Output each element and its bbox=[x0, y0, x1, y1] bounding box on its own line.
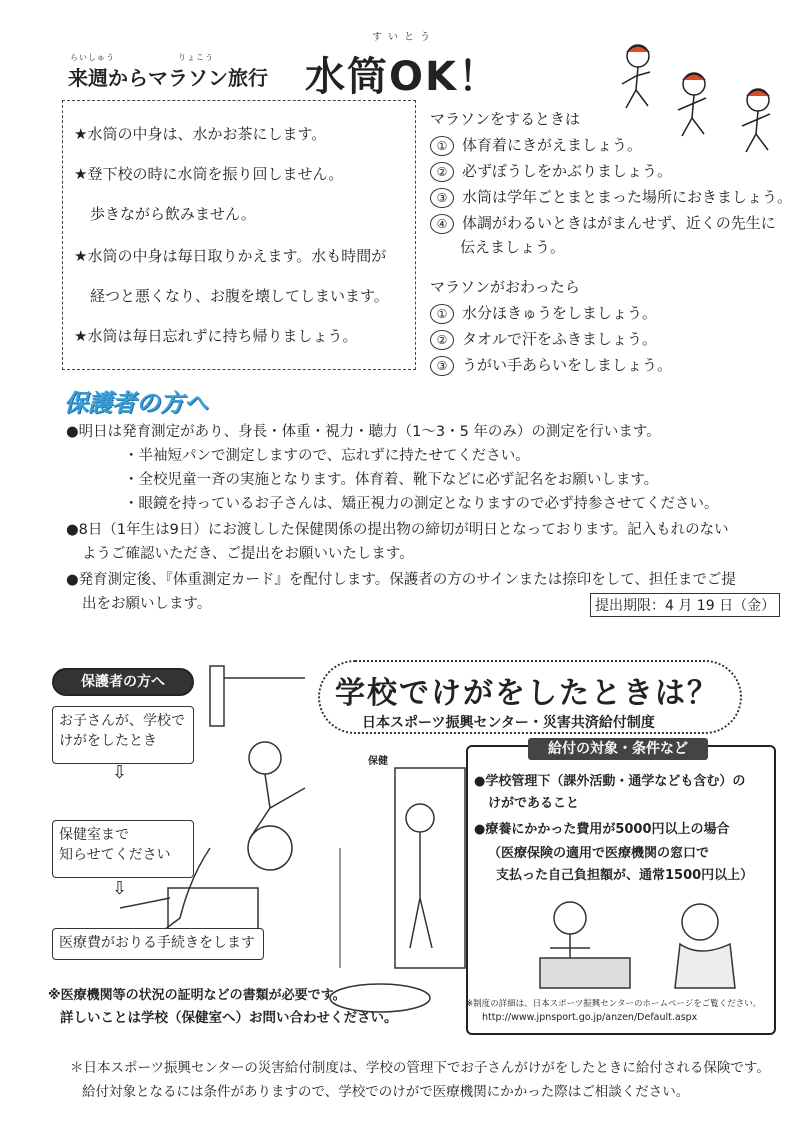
note-text: 詳しいことは学校（保健室へ）お問い合わせください。 bbox=[60, 1010, 398, 1026]
injury-heading: 学校でけがをしたときは？ bbox=[335, 676, 719, 711]
tip-item: ★水筒は毎日忘れずに持ち帰りましょう。 bbox=[74, 327, 358, 345]
step-box bbox=[52, 820, 194, 878]
list-item: ② タオルで汗をふきましょう。 bbox=[430, 328, 657, 350]
condition-line: ●学校管理下（課外活動・通学なども含む）の bbox=[474, 774, 746, 789]
title-small: 来週からマラソン旅行 bbox=[68, 66, 268, 90]
marathon-after-title: マラソンがおわったら bbox=[430, 278, 580, 296]
title-big: 水筒OK！ bbox=[305, 54, 500, 100]
condition-line: （医療保険の適用で医療機関の窓口で bbox=[488, 846, 710, 861]
reference-url[interactable]: http://www.jpnsport.go.jp/anzen/Default.aspx bbox=[482, 1012, 698, 1023]
condition-line: 支払った自己負担額が、通常1500円以上） bbox=[496, 868, 754, 883]
list-number: ① bbox=[430, 136, 454, 156]
arrow-down-icon: ⇩ bbox=[112, 762, 128, 783]
notice-line: ●8日（1年生は9日）にお渡しした保健関係の提出物の締切が明日となっております。記入もれのない bbox=[66, 522, 729, 538]
notice-line: ●発育測定後、『体重測定カード』を配付します。保護者の方のサインまたは捺印をして、担任までご提 bbox=[66, 572, 736, 588]
step-box bbox=[52, 928, 264, 960]
tip-item: 歩きながら飲みません。 bbox=[90, 205, 256, 223]
note-text: ※医療機関等の状況の証明などの書類が必要です。 bbox=[48, 988, 346, 1003]
step-box bbox=[52, 706, 194, 764]
list-number: ② bbox=[430, 162, 454, 182]
notice-line: ・全校児童一斉の実施となります。体育着、靴下などに必ず記名をお願いします。 bbox=[124, 472, 659, 488]
submission-deadline: 提出期限：4 月 19 日（金） bbox=[590, 593, 780, 617]
list-item: 伝えましょう。 bbox=[460, 238, 566, 256]
notice-line: 出をお願いします。 bbox=[82, 596, 212, 612]
notice-line: ●明日は発育測定があり、身長・体重・視力・聴力（1〜3・5 年のみ）の測定を行います。 bbox=[66, 424, 661, 440]
injury-subheading: 日本スポーツ振興センター・災害共済給付制度 bbox=[362, 715, 655, 731]
parents-pill-label: 保護者の方へ bbox=[52, 668, 194, 696]
list-item: ② 必ずぼうしをかぶりましょう。 bbox=[430, 160, 672, 182]
conditions-title: 給付の対象・条件など bbox=[528, 738, 708, 760]
condition-line: けがであること bbox=[488, 796, 580, 811]
step-text: 知らせてください bbox=[59, 847, 171, 863]
notice-line: ・眼鏡を持っているお子さんは、矯正視力の測定となりますので必ず持参させてください。 bbox=[124, 496, 719, 512]
list-item: ① 体育着にきがえましょう。 bbox=[430, 134, 642, 156]
list-item: ③ 水筒は学年ごとまとまった場所におきましょう。 bbox=[430, 186, 792, 208]
title-big-ruby: すいとう bbox=[372, 32, 436, 43]
list-number: ③ bbox=[430, 356, 454, 376]
list-item: ④ 体調がわるいときはがまんせず、近くの先生に bbox=[430, 212, 776, 234]
step-text: 医療費がおりる手続きをします bbox=[59, 935, 255, 951]
tip-item: ★水筒の中身は毎日取りかえます。水も時間が bbox=[74, 247, 387, 265]
parents-section-title: 保護者の方へ bbox=[64, 389, 208, 417]
footer-line: ＊日本スポーツ振興センターの災害給付制度は、学校の管理下でお子さんがけがをしたときに給付される保険です。 bbox=[70, 1060, 770, 1076]
list-number: ③ bbox=[430, 188, 454, 208]
list-number: ① bbox=[430, 304, 454, 324]
notice-line: ようご確認いただき、ご提出をお願いいたします。 bbox=[82, 546, 414, 562]
tip-item: ★登下校の時に水筒を振り回しません。 bbox=[74, 165, 344, 183]
tip-item: 経つと悪くなり、お腹を壊してしまいます。 bbox=[90, 287, 389, 305]
step-text: お子さんが、学校で bbox=[59, 713, 185, 729]
title-small-ruby: らいしゅう りょこう bbox=[70, 53, 214, 62]
condition-line: ●療養にかかった費用が5000円以上の場合 bbox=[474, 822, 730, 837]
list-item: ① 水分ほきゅうをしましょう。 bbox=[430, 302, 657, 324]
tip-item: ★水筒の中身は、水かお茶にします。 bbox=[74, 125, 327, 143]
footer-line: 給付対象となるには条件がありますので、学校でのけがで医療機関にかかった際はご相談ください。 bbox=[82, 1084, 690, 1100]
notice-line: ・半袖短パンで測定しますので、忘れずに持たせてください。 bbox=[124, 448, 530, 464]
marathon-during-title: マラソンをするときは bbox=[430, 110, 581, 128]
list-number: ④ bbox=[430, 214, 454, 234]
list-item: ③ うがい手あらいをしましょう。 bbox=[430, 354, 672, 376]
door-sign: 保健 bbox=[368, 756, 388, 767]
step-text: けがをしたとき bbox=[59, 733, 157, 749]
step-text: 保健室まで bbox=[59, 827, 129, 843]
conditions-note: ※制度の詳細は、日本スポーツ振興センターのホームページをご覧ください。 bbox=[466, 999, 762, 1009]
arrow-down-icon: ⇩ bbox=[112, 878, 128, 899]
consultation-illustration bbox=[530, 888, 750, 994]
list-number: ② bbox=[430, 330, 454, 350]
